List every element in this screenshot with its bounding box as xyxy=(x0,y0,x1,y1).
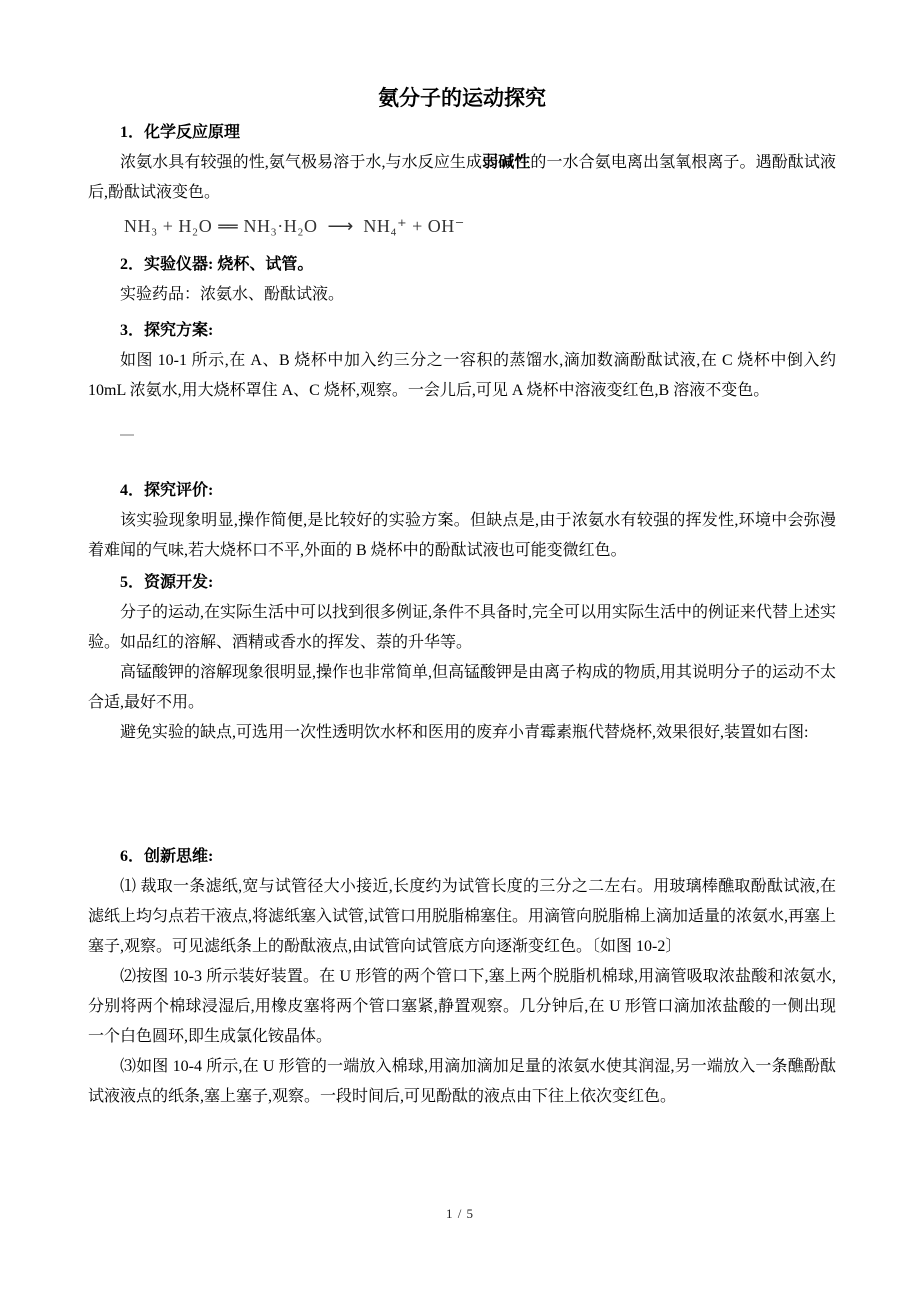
figure-10-1-placeholder xyxy=(88,406,836,476)
section-6-heading: 6．创新思维: xyxy=(120,848,214,865)
chemical-equation xyxy=(124,208,836,244)
section-4-heading: 4．探究评价: xyxy=(120,482,214,499)
device-figure-placeholder xyxy=(88,748,836,842)
section-5-paragraph-1: 分子的运动,在实际生活中可以找到很多例证,条件不具备时,完全可以用实际生活中的例证来代替上述实验。如品红的溶解、酒精或香水的挥发、萘的升华等。 xyxy=(88,604,837,651)
page-footer xyxy=(0,1206,920,1222)
section-1-paragraph xyxy=(88,148,836,208)
section-3-paragraph: 如图 10-1 所示,在 A、B 烧杯中加入约三分之一容积的蒸馏水,滴加数滴酚酞试液,在 C 烧杯中倒入约 10mL 浓氨水,用大烧杯罩住 A、C 烧杯,观察。一会儿后,可见 A 烧杯中溶液变红色,B 溶液不变色。 xyxy=(88,352,836,399)
equation-reactants: NH₃ + H₂O xyxy=(124,216,213,236)
section-6-paragraph-3: ⑶如图 10-4 所示,在 U 形管的一端放入棉球,用滴加滴加足量的浓氨水使其润湿,另一端放入一条醮酚酞试液液点的纸条,塞上塞子,观察。一段时间后,可见酚酞的液点由下往上依次变红色。 xyxy=(88,1058,836,1105)
section-2-paragraph: 实验药品：浓氨水、酚酞试液。 xyxy=(120,286,345,303)
placeholder-mark xyxy=(120,434,134,436)
section-5-heading: 5．资源开发: xyxy=(120,574,214,591)
section-1-heading: 1．化学反应原理 xyxy=(120,124,241,141)
equation-products: NH₄⁺ + OH⁻ xyxy=(363,216,465,236)
document-content xyxy=(88,0,836,1112)
section-5-paragraph-2: 高锰酸钾的溶解现象很明显,操作也非常简单,但高锰酸钾是由离子构成的物质,用其说明分子的运动不太合适,最好不用。 xyxy=(88,664,837,711)
equals-sign: ══ xyxy=(218,217,238,236)
section-1-text-bold: 弱碱性 xyxy=(482,154,531,171)
page-title: 氨分子的运动探究 xyxy=(378,86,546,110)
right-arrow-icon: ⟶ xyxy=(327,216,354,237)
section-2-heading: 2．实验仪器: 烧杯、试管。 xyxy=(120,256,314,273)
section-3-heading: 3．探究方案: xyxy=(120,322,214,339)
section-1-text-after: 的一水合氨电离出氢氧根离子。遇酚酞试液后,酚酞试液变色。 xyxy=(88,154,836,201)
section-6-paragraph-1: ⑴ 裁取一条滤纸,宽与试管径大小接近,长度约为试管长度的三分之二左右。用玻璃棒醮取酚酞试液,在滤纸上均匀点若干液点,将滤纸塞入试管,试管口用脱脂棉塞住。用滴管向脱脂棉上滴加适量的浓氨水,再塞上塞子,观察。可见滤纸条上的酚酞液点,由试管向试管底方向逐渐变红色。〔如图 10-2〕 xyxy=(88,878,837,955)
section-1-text-before: 浓氨水具有较强的性,氨气极易溶于水,与水反应生成 xyxy=(120,154,483,171)
section-6-paragraph-2: ⑵按图 10-3 所示装好装置。在 U 形管的两个管口下,塞上两个脱脂机棉球,用滴管吸取浓盐酸和浓氨水,分别将两个棉球浸湿后,用橡皮塞将两个管口塞紧,静置观察。几分钟后,在 U 形管口滴加浓盐酸的一侧出现一个白色圆环,即生成氯化铵晶体。 xyxy=(88,968,836,1045)
equation-intermediate: NH₃·H₂O xyxy=(243,216,318,236)
section-5-paragraph-3: 避免实验的缺点,可选用一次性透明饮水杯和医用的废弃小青霉素瓶代替烧杯,效果很好,装置如右图: xyxy=(120,724,809,741)
page-number: 1 / 5 xyxy=(445,1206,475,1221)
section-4-paragraph: 该实验现象明显,操作简便,是比较好的实验方案。但缺点是,由于浓氨水有较强的挥发性,环境中会弥漫着难闻的气味,若大烧杯口不平,外面的 B 烧杯中的酚酞试液也可能变微红色。 xyxy=(88,512,836,559)
